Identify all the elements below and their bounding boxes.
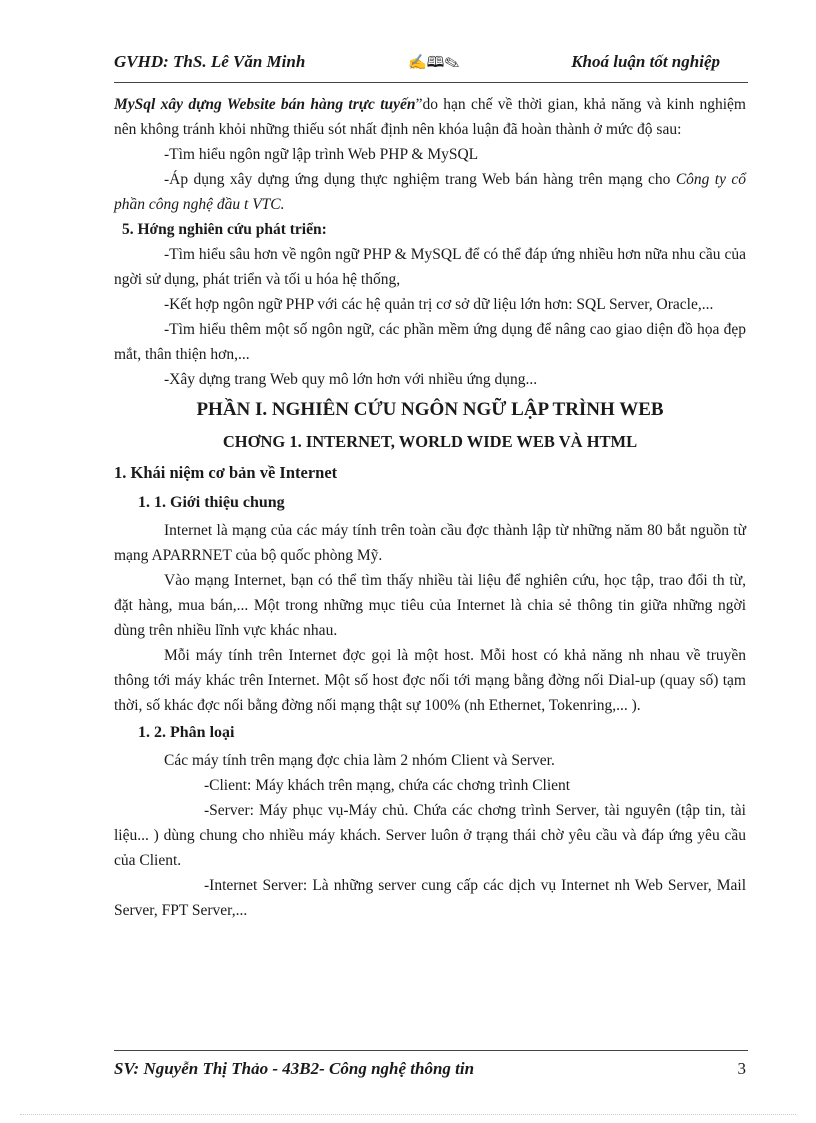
section-heading: 1. Khái niệm cơ bản về Internet (114, 463, 338, 482)
paragraph: -Tìm hiểu thêm một số ngôn ngữ, các phần mềm ứng dụng để nâng cao giao diện đồ họa đẹp mắt, thân thiện hơn,... (114, 321, 746, 363)
subsection-heading: 1. 1. Giới thiệu chung (138, 494, 285, 511)
paragraph: -Tìm hiểu sâu hơn về ngôn ngữ PHP & MySQL để có thể đáp ứng nhiều hơn nữa nhu cầu của ngời sử dụng, phát triển và tối u hóa hệ thống, (114, 246, 746, 288)
thesis-title-fragment: MySql xây dựng Website bán hàng trực tuyến (114, 96, 416, 113)
footer-student: SV: Nguyễn Thị Thảo - 43B2- Công nghệ thông tin (114, 1059, 475, 1078)
paragraph: -Xây dựng trang Web quy mô lớn hơn với nhiều ứng dụng... (164, 371, 538, 388)
paragraph: Internet là mạng của các máy tính trên toàn cầu đợc thành lập từ những năm 80 bắt nguồn từ mạng APARRNET của bộ quốc phòng Mỹ. (114, 522, 746, 564)
page-edge-divider (20, 1114, 796, 1116)
header-ornament-icon: ✍🕮✎ (408, 55, 460, 71)
paragraph: -Client: Máy khách trên mạng, chứa các chơng trình Client (204, 777, 571, 794)
paragraph: -Server: Máy phục vụ-Máy chủ. Chứa các chơng trình Server, tài nguyên (tập tin, tài liệu... ) dùng chung cho nhiều máy khách. Server luôn ở trạng thái chờ yêu cầu và đáp ứng yêu cầu của Client. (114, 802, 746, 869)
subsection-heading: 1. 2. Phân loại (138, 724, 235, 741)
paragraph: MySql xây dựng Website bán hàng trực tuyến”do hạn chế về thời gian, khả năng và kinh nghiệm nên không tránh khỏi những thiếu sót nhất định nên khóa luận đã hoàn thành ở mức độ sau: (114, 96, 746, 138)
header-doc-type: Khoá luận tốt nghiệp (571, 52, 720, 71)
document-body (114, 92, 746, 923)
paragraph: Mỗi máy tính trên Internet đợc gọi là một host. Mỗi host có khả năng nh nhau về truyền thông tới máy khác trên Internet. Một số host đợc nối tới mạng bằng đờng nối Dial-up (quay số) tạm thời, số khác đợc nối bằng đờng nối mạng thật sự 100% (nh Ethernet, Tokenring,... ). (114, 647, 746, 714)
paragraph: -Áp dụng xây dựng ứng dụng thực nghiệm trang Web bán hàng trên mạng cho Công ty cổ phần công nghệ đầu t VTC. (114, 171, 747, 213)
part-title: PHẦN I. NGHIÊN CỨU NGÔN NGỮ LẬP TRÌNH WEB (196, 399, 664, 420)
section-heading: 5. Hớng nghiên cứu phát triển: (122, 221, 327, 238)
header-supervisor: GVHD: ThS. Lê Văn Minh (114, 52, 306, 71)
company-name: Công ty cổ phần công nghệ đầu t VTC. (114, 171, 747, 213)
page-header (114, 52, 748, 83)
paragraph: -Tìm hiểu ngôn ngữ lập trình Web PHP & MySQL (164, 146, 479, 163)
paragraph: Vào mạng Internet, bạn có thể tìm thấy nhiều tài liệu để nghiên cứu, học tập, trao đổi th từ, đặt hàng, mua bán,... Một trong những mục tiêu của Internet là chia sẻ thông tin giữa những ngời dùng trên nhiều lĩnh vực khác nhau. (114, 572, 746, 639)
chapter-title: CHƠNG 1. INTERNET, WORLD WIDE WEB VÀ HTML (222, 432, 638, 451)
paragraph: -Internet Server: Là những server cung cấp các dịch vụ Internet nh Web Server, Mail Server, FPT Server,... (114, 877, 746, 919)
page-number: 3 (737, 1059, 746, 1078)
paragraph: Các máy tính trên mạng đợc chia làm 2 nhóm Client và Server. (164, 752, 555, 769)
paragraph: -Kết hợp ngôn ngữ PHP với các hệ quản trị cơ sở dữ liệu lớn hơn: SQL Server, Oracle,... (164, 296, 714, 313)
page-footer (114, 1050, 748, 1087)
